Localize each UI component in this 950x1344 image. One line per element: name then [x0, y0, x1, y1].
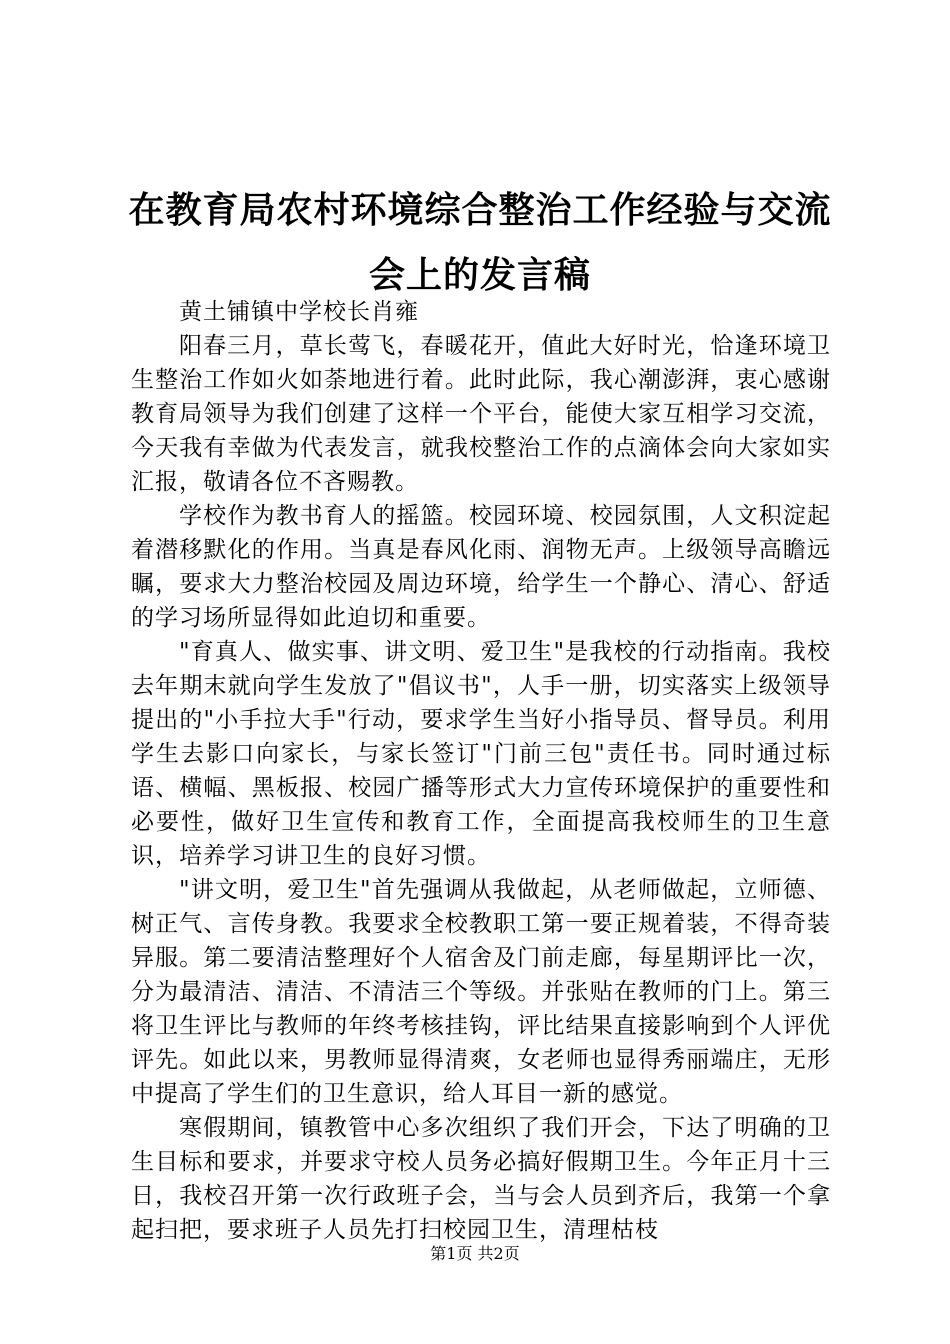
body-paragraph: 阳春三月，草长莺飞，春暖花开，值此大好时光，恰逢环境卫生整治工作如火如荼地进行着。此时此际，我心潮澎湃，衷心感谢教育局领导为我们创建了这样一个平台，能使大家互相学习交流，今天我有幸做为代表发言，就我校整治工作的点滴体会向大家如实汇报，敬请各位不吝赐教。: [131, 333, 831, 495]
document-body: [131, 295, 831, 1247]
page-number-footer: 第1页 共2页: [430, 1244, 520, 1263]
body-paragraph: 学校作为教书育人的摇篮。校园环境、校园氛围，人文积淀起着潜移默化的作用。当真是春风化雨、润物无声。上级领导高瞻远瞩，要求大力整治校园及周边环境，给学生一个静心、清心、舒适的学习场所显得如此迫切和重要。: [131, 503, 831, 631]
body-paragraph: 寒假期间，镇教管中心多次组织了我们开会，下达了明确的卫生目标和要求，并要求守校人员务必搞好假期卫生。今年正月十三日，我校召开第一次行政班子会，当与会人员到齐后，我第一个拿起扫把，要求班子人员先打扫校园卫生，清理枯枝: [131, 1115, 831, 1243]
author-line: 黄土铺镇中学校长肖雍: [179, 299, 419, 325]
body-paragraph: "育真人、做实事、讲文明、爱卫生"是我校的行动指南。我校去年期末就向学生发放了"倡议书"，人手一册，切实落实上级领导提出的"小手拉大手"行动，要求学生当好小指导员、督导员。利用学生去影口向家长，与家长签订"门前三包"责任书。同时通过标语、横幅、黑板报、校园广播等形式大力宣传环境保护的重要性和必要性，做好卫生宣传和教育工作，全面提高我校师生的卫生意识，培养学习讲卫生的良好习惯。: [131, 639, 831, 869]
body-paragraph: "讲文明，爱卫生"首先强调从我做起，从老师做起，立师德、树正气、言传身教。我要求全校教职工第一要正规着装，不得奇装异服。第二要清洁整理好个人宿舍及门前走廊，每星期评比一次，分为最清洁、清洁、不清洁三个等级。并张贴在教师的门上。第三将卫生评比与教师的年终考核挂钩，评比结果直接影响到个人评优评先。如此以来，男教师显得清爽，女老师也显得秀丽端庄，无形中提高了学生们的卫生意识，给人耳目一新的感觉。: [131, 877, 831, 1107]
document-title: 在教育局农村环境综合整治工作经验与交流会上的发言稿: [128, 189, 832, 296]
